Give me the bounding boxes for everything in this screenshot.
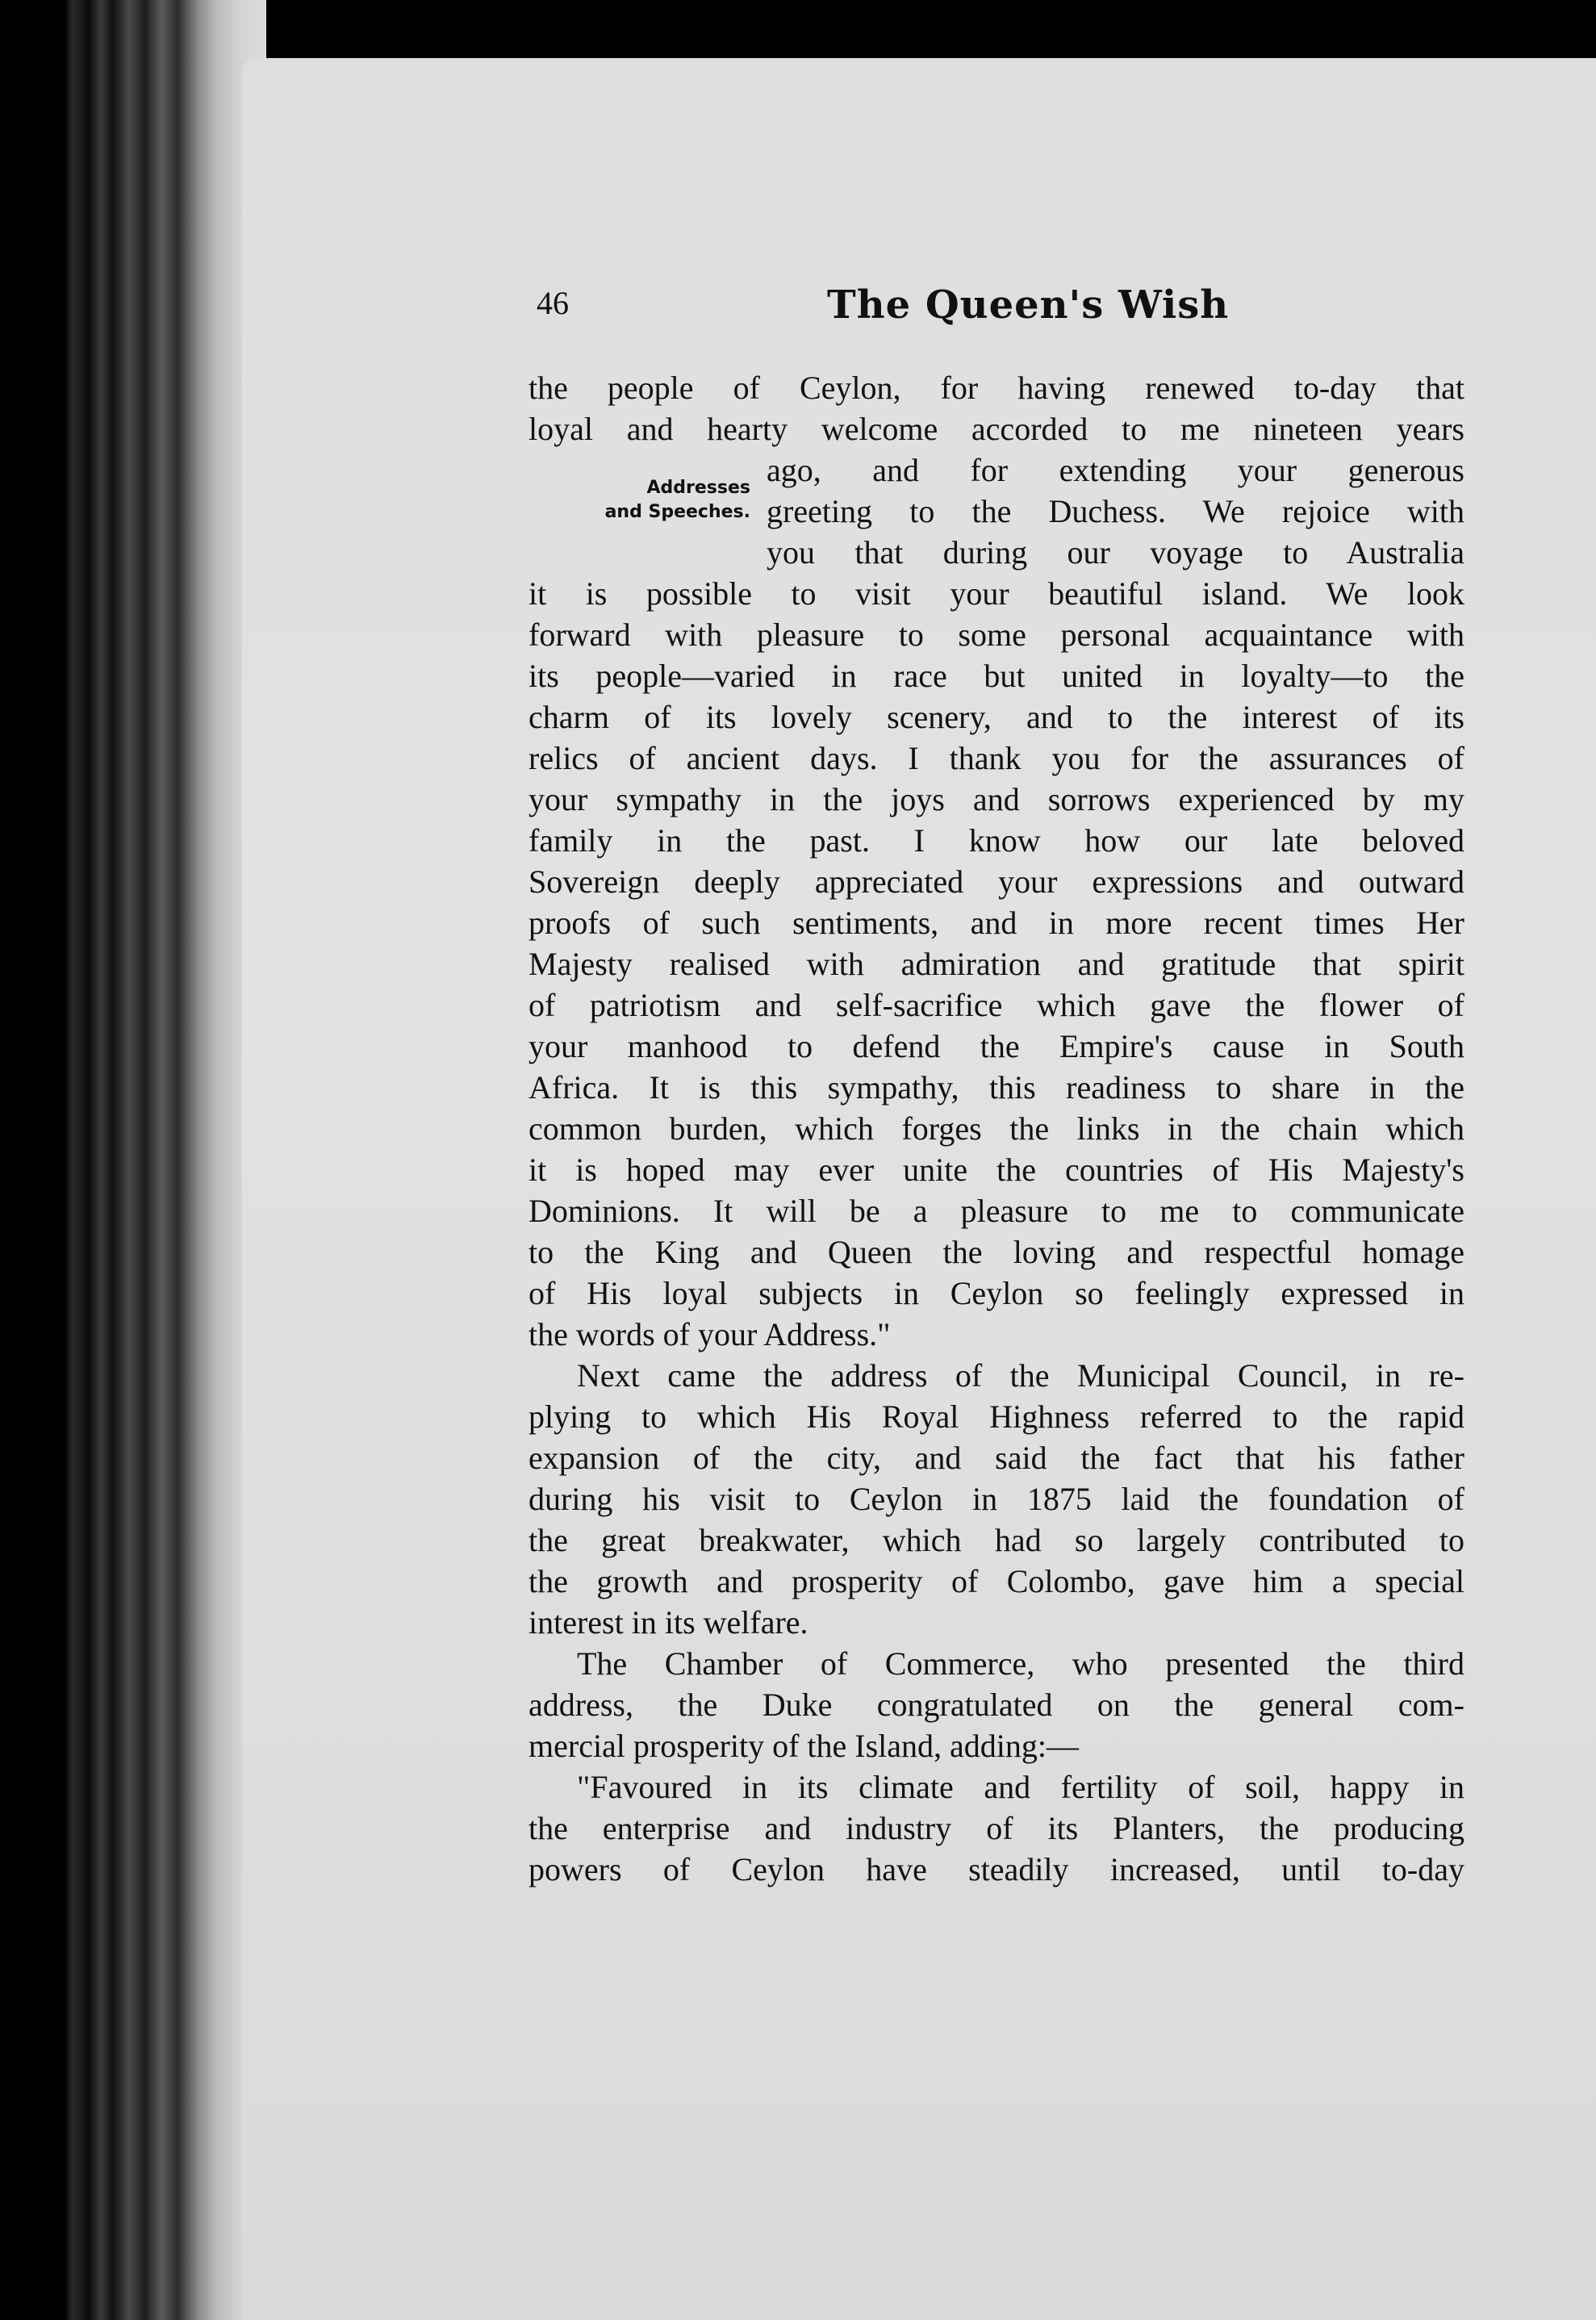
text-line: greeting to the Duchess. We rejoice with — [767, 493, 1464, 529]
text-line: Next came the address of the Municipal Council, in re- — [577, 1357, 1464, 1394]
text-line: you that during our voyage to Australia — [767, 534, 1464, 571]
text-line: forward with pleasure to some personal acquaintance with — [529, 617, 1464, 653]
text-line: powers of Ceylon have steadily increased, until to-day — [529, 1851, 1464, 1887]
text-line: your sympathy in the joys and sorrows experienced by my — [529, 781, 1464, 817]
text-line: it is possible to visit your beautiful island. We look — [529, 575, 1464, 612]
text-line: Africa. It is this sympathy, this readiness to share in the — [529, 1069, 1464, 1106]
text-line: the great breakwater, which had so largely contributed to — [529, 1522, 1464, 1558]
text-line: to the King and Queen the loving and respectful homage — [529, 1234, 1464, 1270]
text-line: Majesty realised with admiration and gratitude that spirit — [529, 946, 1464, 982]
text-line: of His loyal subjects in Ceylon so feelingly expressed in — [529, 1275, 1464, 1311]
text-line: ago, and for extending your generous — [767, 452, 1464, 488]
text-line: expansion of the city, and said the fact that his father — [529, 1440, 1464, 1476]
running-title: The Queen's Wish — [827, 282, 1230, 328]
text-line: "Favoured in its climate and fertility of soil, happy in — [577, 1769, 1464, 1805]
text-line: its people—varied in race but united in loyalty—to the — [529, 658, 1464, 694]
text-line: it is hoped may ever unite the countries of His Majesty's — [529, 1152, 1464, 1188]
text-line: Dominions. It will be a pleasure to me to communicate — [529, 1193, 1464, 1229]
text-line: relics of ancient days. I thank you for the assurances of — [529, 740, 1464, 776]
text-line: interest in its welfare. — [529, 1604, 808, 1641]
sidenote-line: Addresses — [646, 478, 750, 498]
sidenote-line: and Speeches. — [604, 502, 750, 522]
text-line: the words of your Address." — [529, 1316, 891, 1352]
text-line: family in the past. I know how our late beloved — [529, 822, 1464, 859]
text-line: mercial prosperity of the Island, adding:— — [529, 1728, 1080, 1764]
text-line: the enterprise and industry of its Planters, the producing — [529, 1810, 1464, 1846]
text-line: common burden, which forges the links in the chain which — [529, 1110, 1464, 1147]
text-line: of patriotism and self-sacrifice which gave the flower of — [529, 987, 1464, 1023]
body-text — [529, 367, 1464, 1890]
text-line: proofs of such sentiments, and in more recent times Her — [529, 905, 1464, 941]
text-line: during his visit to Ceylon in 1875 laid the foundation of — [529, 1481, 1464, 1517]
text-line: the growth and prosperity of Colombo, gave him a special — [529, 1563, 1464, 1599]
text-line: charm of its lovely scenery, and to the interest of its — [529, 699, 1464, 735]
text-line: The Chamber of Commerce, who presented the third — [577, 1645, 1464, 1682]
text-line: plying to which His Royal Highness referred to the rapid — [529, 1398, 1464, 1435]
text-line: Sovereign deeply appreciated your expressions and outward — [529, 863, 1464, 900]
text-line: your manhood to defend the Empire's cause in South — [529, 1028, 1464, 1064]
text-line: the people of Ceylon, for having renewed to-day that — [529, 370, 1464, 406]
text-line: loyal and hearty welcome accorded to me nineteen years — [529, 411, 1464, 447]
book-spine-edge — [0, 0, 266, 2320]
text-line: address, the Duke congratulated on the general com- — [529, 1687, 1464, 1723]
page-header — [537, 282, 1489, 339]
page-number: 46 — [537, 285, 569, 321]
